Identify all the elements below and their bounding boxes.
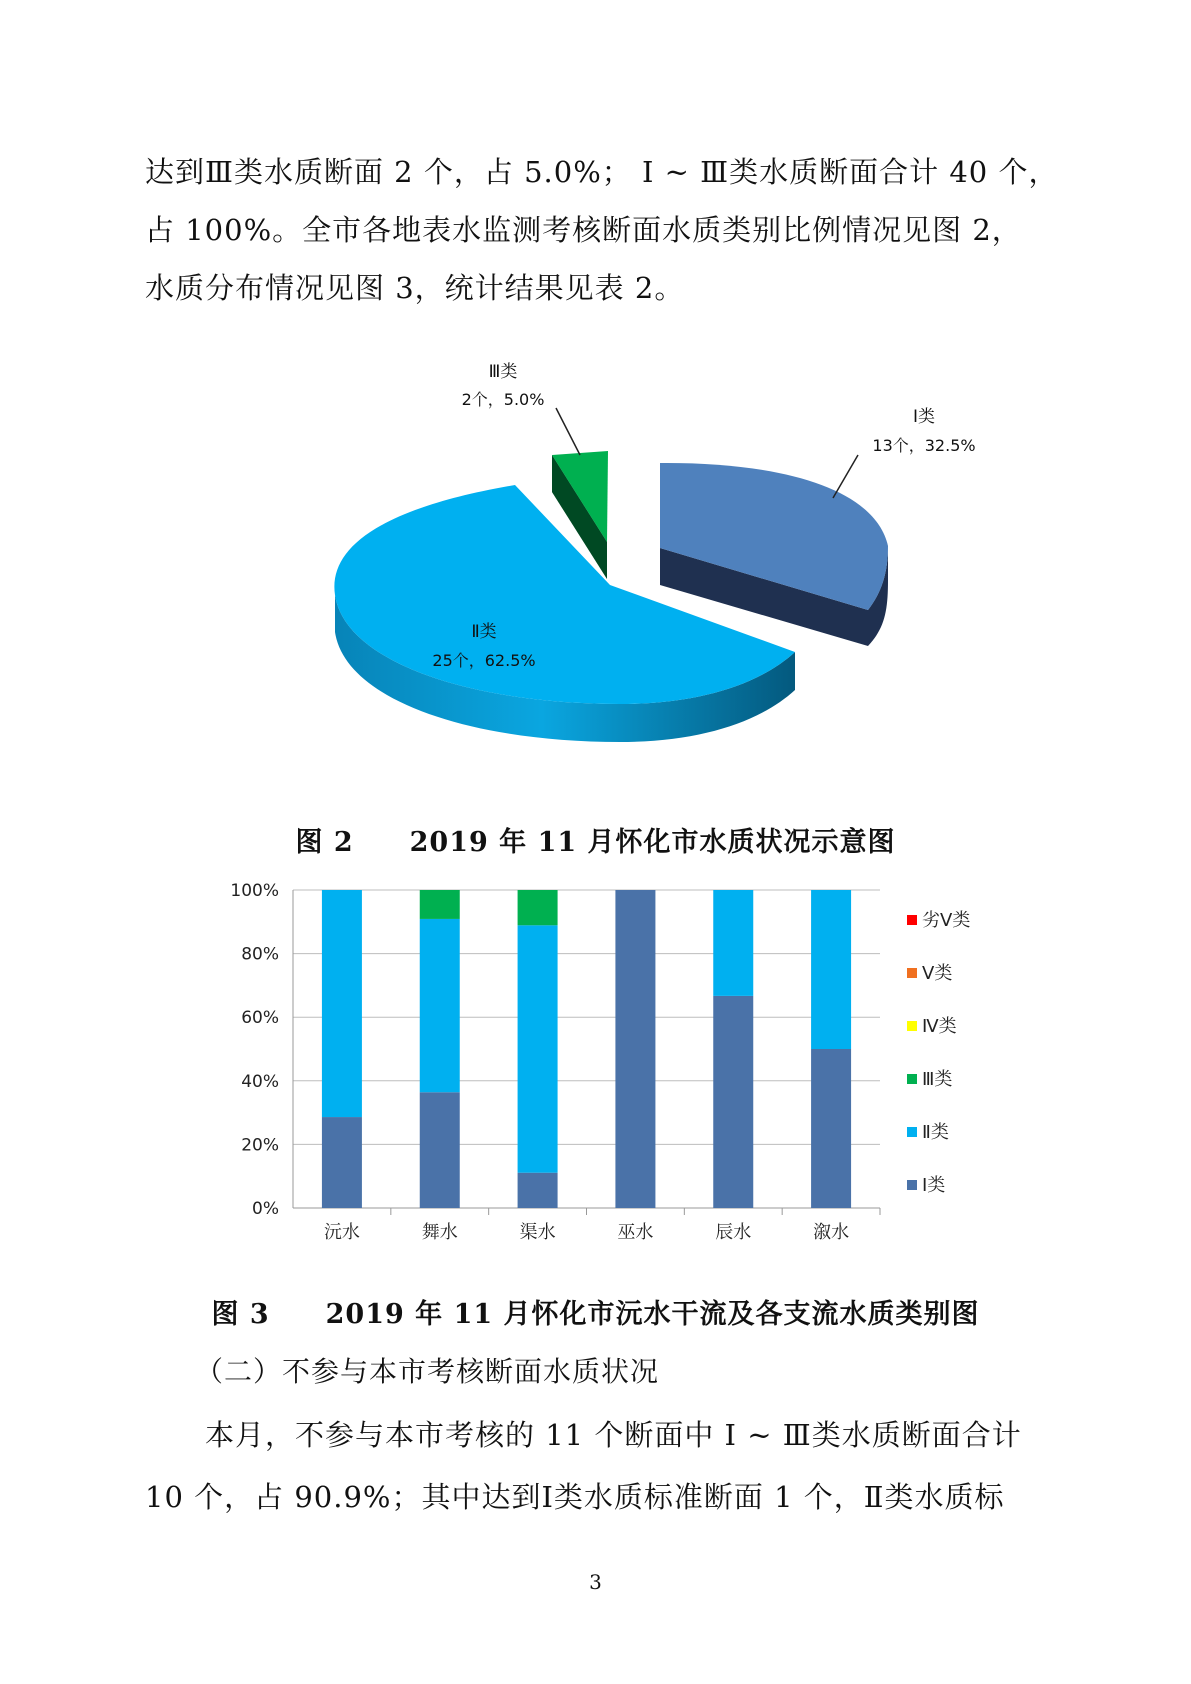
body-paragraph-line-1: 达到Ⅲ类水质断面 2 个，占 5.0%； Ⅰ ~ Ⅲ类水质断面合计 40 个，: [145, 155, 1059, 189]
legend-label: Ⅰ类: [922, 1175, 946, 1196]
stacked-bar-chart: [0, 870, 1191, 1260]
x-tick-label: 溆水: [813, 1222, 850, 1243]
page-number: 3: [589, 1570, 602, 1594]
x-tick-label: 渠水: [519, 1222, 556, 1243]
legend-swatch: [907, 915, 917, 925]
bar-segment: [518, 925, 558, 1172]
x-tick-label: 巫水: [617, 1222, 654, 1243]
y-tick-label: 60%: [241, 1008, 279, 1029]
bar-segment: [713, 996, 753, 1208]
bar-segment: [322, 890, 362, 1117]
bar-segment: [518, 1173, 558, 1208]
pie-label-class2-name: Ⅱ类: [471, 622, 497, 642]
pie-chart: [0, 320, 1191, 790]
bar-segment: [420, 1092, 460, 1208]
leader-line-class3: [556, 408, 580, 455]
pie-label-class3-value: 2个，5.0%: [461, 390, 545, 409]
y-tick-label: 80%: [241, 944, 279, 965]
legend-label: Ⅲ类: [922, 1069, 953, 1090]
body-paragraph-line-3: 水质分布情况见图 3，统计结果见表 2。: [145, 271, 685, 305]
y-tick-label: 0%: [252, 1199, 279, 1219]
legend-swatch: [907, 1074, 917, 1084]
section-heading: （二）不参与本市考核断面水质状况: [195, 1355, 660, 1388]
bar-segment: [420, 890, 460, 919]
bar-segment: [615, 890, 655, 1208]
x-tick-label: 沅水: [323, 1222, 360, 1243]
bar-segment: [518, 890, 558, 925]
section-paragraph-line-2: 10 个，占 90.9%；其中达到Ⅰ类水质标准断面 1 个，Ⅱ类水质标: [145, 1480, 1005, 1514]
pie-label-class3-name: Ⅲ类: [488, 362, 518, 382]
legend-swatch: [907, 968, 917, 978]
bar-segment: [811, 890, 851, 1049]
legend-label: Ⅳ类: [922, 1016, 957, 1037]
legend-swatch: [907, 1180, 917, 1190]
figure2-caption: 图 2 2019 年 11 月怀化市水质状况示意图: [295, 827, 896, 858]
leader-line-class1: [833, 455, 858, 498]
y-tick-label: 100%: [230, 881, 279, 901]
x-tick-label: 舞水: [421, 1222, 458, 1243]
legend-swatch: [907, 1127, 917, 1137]
pie-label-class2-value: 25个，62.5%: [432, 651, 536, 670]
y-tick-label: 40%: [241, 1071, 279, 1092]
body-paragraph-line-2: 占 100%。全市各地表水监测考核断面水质类别比例情况见图 2，: [145, 213, 1022, 247]
bar-segment: [811, 1049, 851, 1208]
section-paragraph-line-1: 本月，不参与本市考核的 11 个断面中 Ⅰ ~ Ⅲ类水质断面合计: [205, 1418, 1022, 1452]
figure3-caption: 图 3 2019 年 11 月怀化市沅水干流及各支流水质类别图: [211, 1299, 980, 1330]
pie-label-class1-name: Ⅰ类: [912, 407, 936, 427]
pie-label-class1-value: 13个，32.5%: [872, 436, 976, 455]
legend-label: 劣Ⅴ类: [922, 910, 971, 931]
bar-segment: [713, 890, 753, 996]
y-tick-label: 20%: [241, 1135, 279, 1156]
legend-swatch: [907, 1021, 917, 1031]
legend-label: Ⅱ类: [922, 1122, 949, 1143]
x-tick-label: 辰水: [715, 1222, 752, 1243]
legend-label: Ⅴ类: [922, 963, 953, 984]
bar-segment: [420, 919, 460, 1092]
bar-segment: [322, 1117, 362, 1208]
